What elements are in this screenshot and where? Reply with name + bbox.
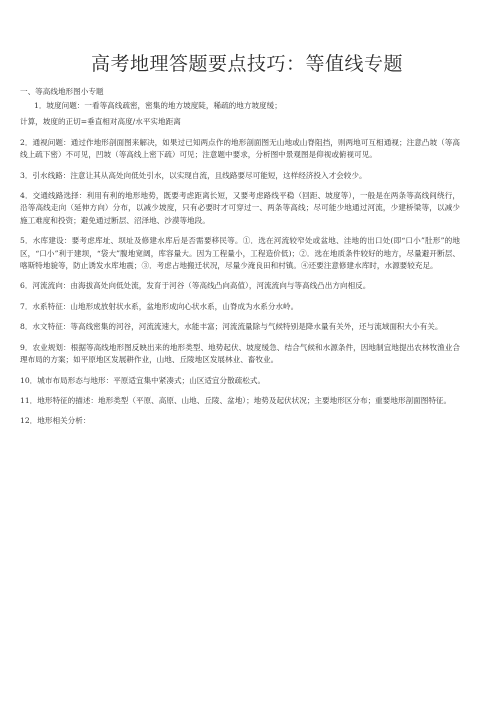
section-heading: 一、等高线地形图小专题 xyxy=(20,87,104,96)
paragraph-11: 11．地形特征的描述：地形类型（平原、高原、山地、丘陵、盆地）；地势及起伏状况；主要地形区分布；重要地形剖面图特征。 xyxy=(20,395,452,405)
paragraph-9: 9．农业规划：根据等高线地形图反映出来的地形类型、地势起伏、坡度缓急、结合气候和水源条件，因地制宜地提出农林牧渔业合理布局的方案；如平原地区发展耕作业，山地、丘陵地区发展林业、畜牧业。 xyxy=(20,342,460,365)
paragraph-7: 7．水系特征：山地形成放射状水系，盆地形成向心状水系，山脊成为水系分水岭。 xyxy=(20,301,299,311)
paragraph-2: 2．通视问题：通过作地形剖面图来解决，如果过已知两点作的地形剖面图无山地或山脊阻挡，则两地可互相通视；注意凸坡（等高线上疏下密）不可见，凹坡（等高线上密下疏）可见；注意题中要求，分析图中景观图是仰视或俯视可见。 xyxy=(20,137,460,160)
paragraph-8: 8．水文特征：等高线密集的河谷，河流流速大，水能丰富；河流流量除与气候特别是降水量有关外，还与流域面积大小有关。 xyxy=(20,322,443,332)
paragraph-12: 12．地形相关分析： xyxy=(20,416,91,426)
document-title: 高考地理答题要点技巧：等值线专题 xyxy=(90,53,403,75)
paragraph-1-formula: 计算，坡度的正切=垂直相对高度/水平实地距离 xyxy=(20,117,181,127)
paragraph-3: 3．引水线路：注意让其从高处向低处引水，以实现自流，且线路要尽可能短，这样经济投入才会较少。 xyxy=(20,170,367,180)
paragraph-1: 1．坡度问题：一看等高线疏密，密集的地方坡度陡，稀疏的地方坡度缓； xyxy=(34,101,282,110)
paragraph-4: 4．交通线路选择：利用有利的地形地势，既要考虑距离长短，又要考虑路线平稳（回距、坡度等），一般是在两条等高线间绕行，沿等高线走向（延伸方向）分布，以减少坡度，只有必要时才可穿过一、两条等高线；尽可能少地通过河流，少建桥梁等，以减少施工难度和投资；避免通过断层、沼泽地、沙漠等地段。 xyxy=(20,191,460,225)
paragraph-6: 6．河流流向：由海拔高处向低处流，发育于河谷（等高线凸向高值），河流流向与等高线凸出方向相反。 xyxy=(20,281,371,291)
paragraph-10: 10．城市布局形态与地形：平原适宜集中紧凑式；山区适宜分散疏松式。 xyxy=(20,375,266,385)
paragraph-5: 5．水库建设：要考虑库址、坝址及修建水库后是否需要移民等。①．选在河流较窄处或盆地、洼地的出口处(即“口小”肚形”的地区，“口小”利于建坝，“袋大”腹地宽阔，库容量大。因为工程量小，工程造价低)；②．选在地质条件较好的地方，尽量避开断层、喀斯特地貌等，防止诱发水库地震；③．考虑占地搬迁状况，尽量少淹良田和村镇。④还要注意修建水库时，水源要较充足。 xyxy=(20,236,460,271)
